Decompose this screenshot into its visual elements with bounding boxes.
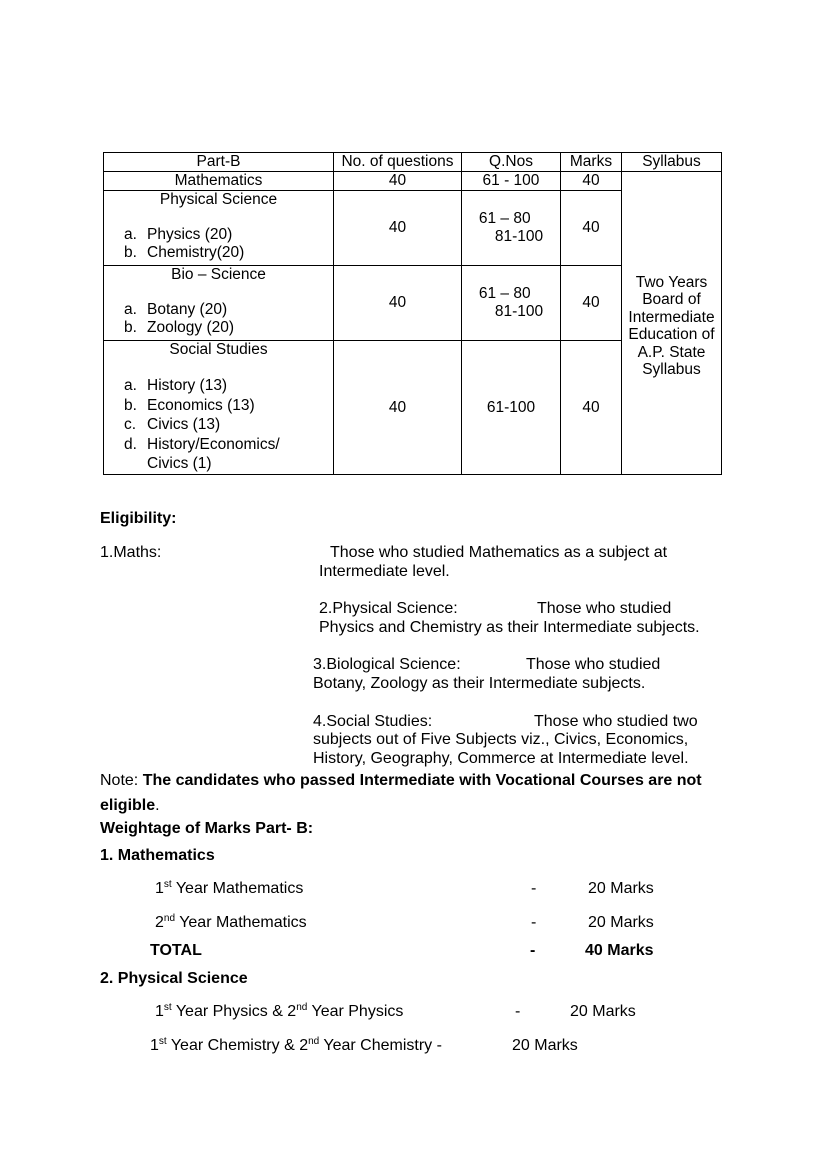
item-text: Zoology (20) — [147, 319, 235, 336]
table-header-row — [104, 153, 722, 172]
note-prefix: Note: — [100, 772, 143, 789]
marks-value: 20 Marks — [588, 880, 654, 897]
note-suffix: . — [155, 797, 160, 814]
ordinal: 1 — [155, 1003, 164, 1020]
item-text: Economics (13) — [147, 396, 255, 414]
qnos-cell: 61 - 100 — [462, 172, 561, 191]
subject-cell — [104, 191, 334, 266]
eligibility-maths-label: 1.Maths: — [100, 544, 162, 561]
marks-value: 20 Marks — [570, 1003, 636, 1020]
weightage-physics-row — [155, 1003, 403, 1021]
subject-cell: Mathematics — [104, 172, 334, 191]
ordinal: 2 — [155, 914, 164, 931]
eligibility-physical-text: Those who studied — [537, 600, 672, 617]
row-label: Year Mathematics — [175, 880, 304, 897]
item-text: Botany (20) — [147, 301, 228, 318]
row-label: Year Physics — [311, 1003, 404, 1020]
eligibility-maths-text: Those who studied Mathematics as a subject at — [330, 544, 668, 561]
list-item — [104, 396, 333, 416]
ordinal-suffix: st — [163, 1002, 172, 1013]
dash: - — [531, 914, 537, 931]
item-text: History/Economics/ Civics (1) — [147, 435, 280, 472]
syllabus-line: Board of — [642, 291, 701, 308]
qnos-range: 81-100 — [494, 303, 544, 320]
eligibility-physical-text-2: Physics and Chemistry as their Intermediate subjects. — [319, 619, 700, 636]
eligibility-bio-label: 3.Biological Science: — [313, 656, 461, 673]
item-letter: b. — [124, 396, 137, 414]
list-item — [104, 435, 333, 474]
subject-cell — [104, 341, 334, 475]
ordinal-suffix: st — [163, 879, 172, 890]
qnos-range: 81-100 — [494, 228, 544, 245]
item-text: Civics (13) — [147, 416, 221, 433]
row-label: Year Chemistry & 2 — [170, 1037, 309, 1054]
qnos-cell: 61-100 — [462, 341, 561, 475]
eligibility-social-text: Those who studied two — [534, 713, 698, 730]
subject-title: Physical Science — [159, 191, 278, 208]
item-text: Chemistry(20) — [147, 244, 245, 261]
weightage-math-row-1 — [155, 880, 303, 898]
dash: - — [515, 1003, 521, 1020]
item-text: History (13) — [147, 377, 228, 394]
header-no-of-questions: No. of questions — [334, 153, 462, 172]
item-letter: b. — [124, 244, 137, 261]
eligibility-physical-label: 2.Physical Science: — [319, 600, 458, 617]
subject-cell — [104, 266, 334, 341]
syllabus-cell — [622, 172, 722, 475]
qnos-range: 61 – 80 — [478, 285, 531, 302]
note-line-2 — [100, 797, 160, 815]
subject-title: Social Studies — [169, 341, 268, 358]
questions-cell: 40 — [334, 172, 462, 191]
qnos-cell — [462, 191, 561, 266]
list-item — [104, 415, 333, 435]
qnos-range: 61 – 80 — [478, 210, 531, 227]
eligibility-bio-text: Those who studied — [526, 656, 661, 673]
questions-cell: 40 — [334, 341, 462, 475]
marks-cell: 40 — [561, 172, 622, 191]
item-letter: b. — [124, 319, 137, 336]
weightage-heading: Weightage of Marks Part- B: — [100, 820, 314, 837]
syllabus-line: Education of — [628, 326, 715, 343]
header-part-b: Part-B — [104, 153, 334, 172]
table-row-mathematics — [104, 172, 722, 191]
item-letter: a. — [124, 301, 137, 318]
dash: - — [531, 880, 537, 897]
total-marks: 40 Marks — [585, 942, 654, 959]
note-bold-text-2: eligible — [100, 797, 156, 814]
list-item — [104, 376, 333, 396]
marks-cell: 40 — [561, 266, 622, 341]
marks-cell: 40 — [561, 341, 622, 475]
list-item — [104, 244, 333, 262]
ordinal-suffix: nd — [163, 913, 176, 924]
eligibility-social-label: 4.Social Studies: — [313, 713, 433, 730]
ordinal-suffix: nd — [296, 1002, 308, 1013]
syllabus-line: A.P. State — [637, 343, 706, 361]
list-item — [104, 226, 333, 244]
header-qnos: Q.Nos — [462, 153, 561, 172]
dash: - — [530, 942, 536, 959]
marks-value: 20 Marks — [588, 914, 654, 931]
syllabus-line: Syllabus — [642, 361, 701, 378]
subject-items — [104, 226, 333, 262]
eligibility-heading: Eligibility: — [100, 510, 177, 527]
marks-value: 20 Marks — [512, 1037, 578, 1054]
header-marks: Marks — [561, 153, 622, 172]
eligibility-bio-text-2: Botany, Zoology as their Intermediate subjects. — [313, 675, 646, 692]
syllabus-line: Two Years — [635, 273, 708, 291]
questions-cell: 40 — [334, 191, 462, 266]
ordinal-suffix: st — [158, 1036, 167, 1047]
row-label: Year Chemistry - — [323, 1037, 442, 1054]
subject-items — [104, 301, 333, 337]
questions-cell: 40 — [334, 266, 462, 341]
note-line — [100, 772, 702, 790]
ordinal: 1 — [155, 880, 164, 897]
ordinal-suffix: nd — [308, 1036, 320, 1047]
subject-items — [104, 376, 333, 474]
item-text: Physics (20) — [147, 226, 233, 243]
weightage-physical-heading: 2. Physical Science — [100, 970, 248, 987]
header-syllabus: Syllabus — [622, 153, 722, 172]
eligibility-social-text-3: History, Geography, Commerce at Intermediate level. — [313, 750, 689, 767]
eligibility-maths-text-2: Intermediate level. — [319, 563, 450, 580]
weightage-math-heading: 1. Mathematics — [100, 847, 215, 864]
list-item — [104, 319, 333, 337]
marks-cell: 40 — [561, 191, 622, 266]
item-letter: a. — [124, 377, 137, 394]
row-label: Year Physics & 2 — [175, 1003, 297, 1020]
item-letter: a. — [124, 226, 137, 243]
weightage-math-row-2 — [155, 914, 307, 932]
item-letter: d. — [124, 435, 137, 453]
note-bold-text: The candidates who passed Intermediate with Vocational Courses are not — [142, 772, 702, 789]
item-letter: c. — [124, 416, 137, 433]
ordinal: 1 — [150, 1037, 159, 1054]
weightage-chemistry-row — [150, 1037, 442, 1055]
row-label: Year Mathematics — [179, 914, 307, 931]
syllabus-line: Intermediate — [628, 308, 715, 326]
total-label: TOTAL — [150, 942, 202, 959]
qnos-cell — [462, 266, 561, 341]
syllabus-table — [103, 152, 722, 475]
list-item — [104, 301, 333, 319]
subject-title: Bio – Science — [171, 266, 266, 283]
eligibility-social-text-2: subjects out of Five Subjects viz., Civics, Economics, — [313, 731, 689, 748]
